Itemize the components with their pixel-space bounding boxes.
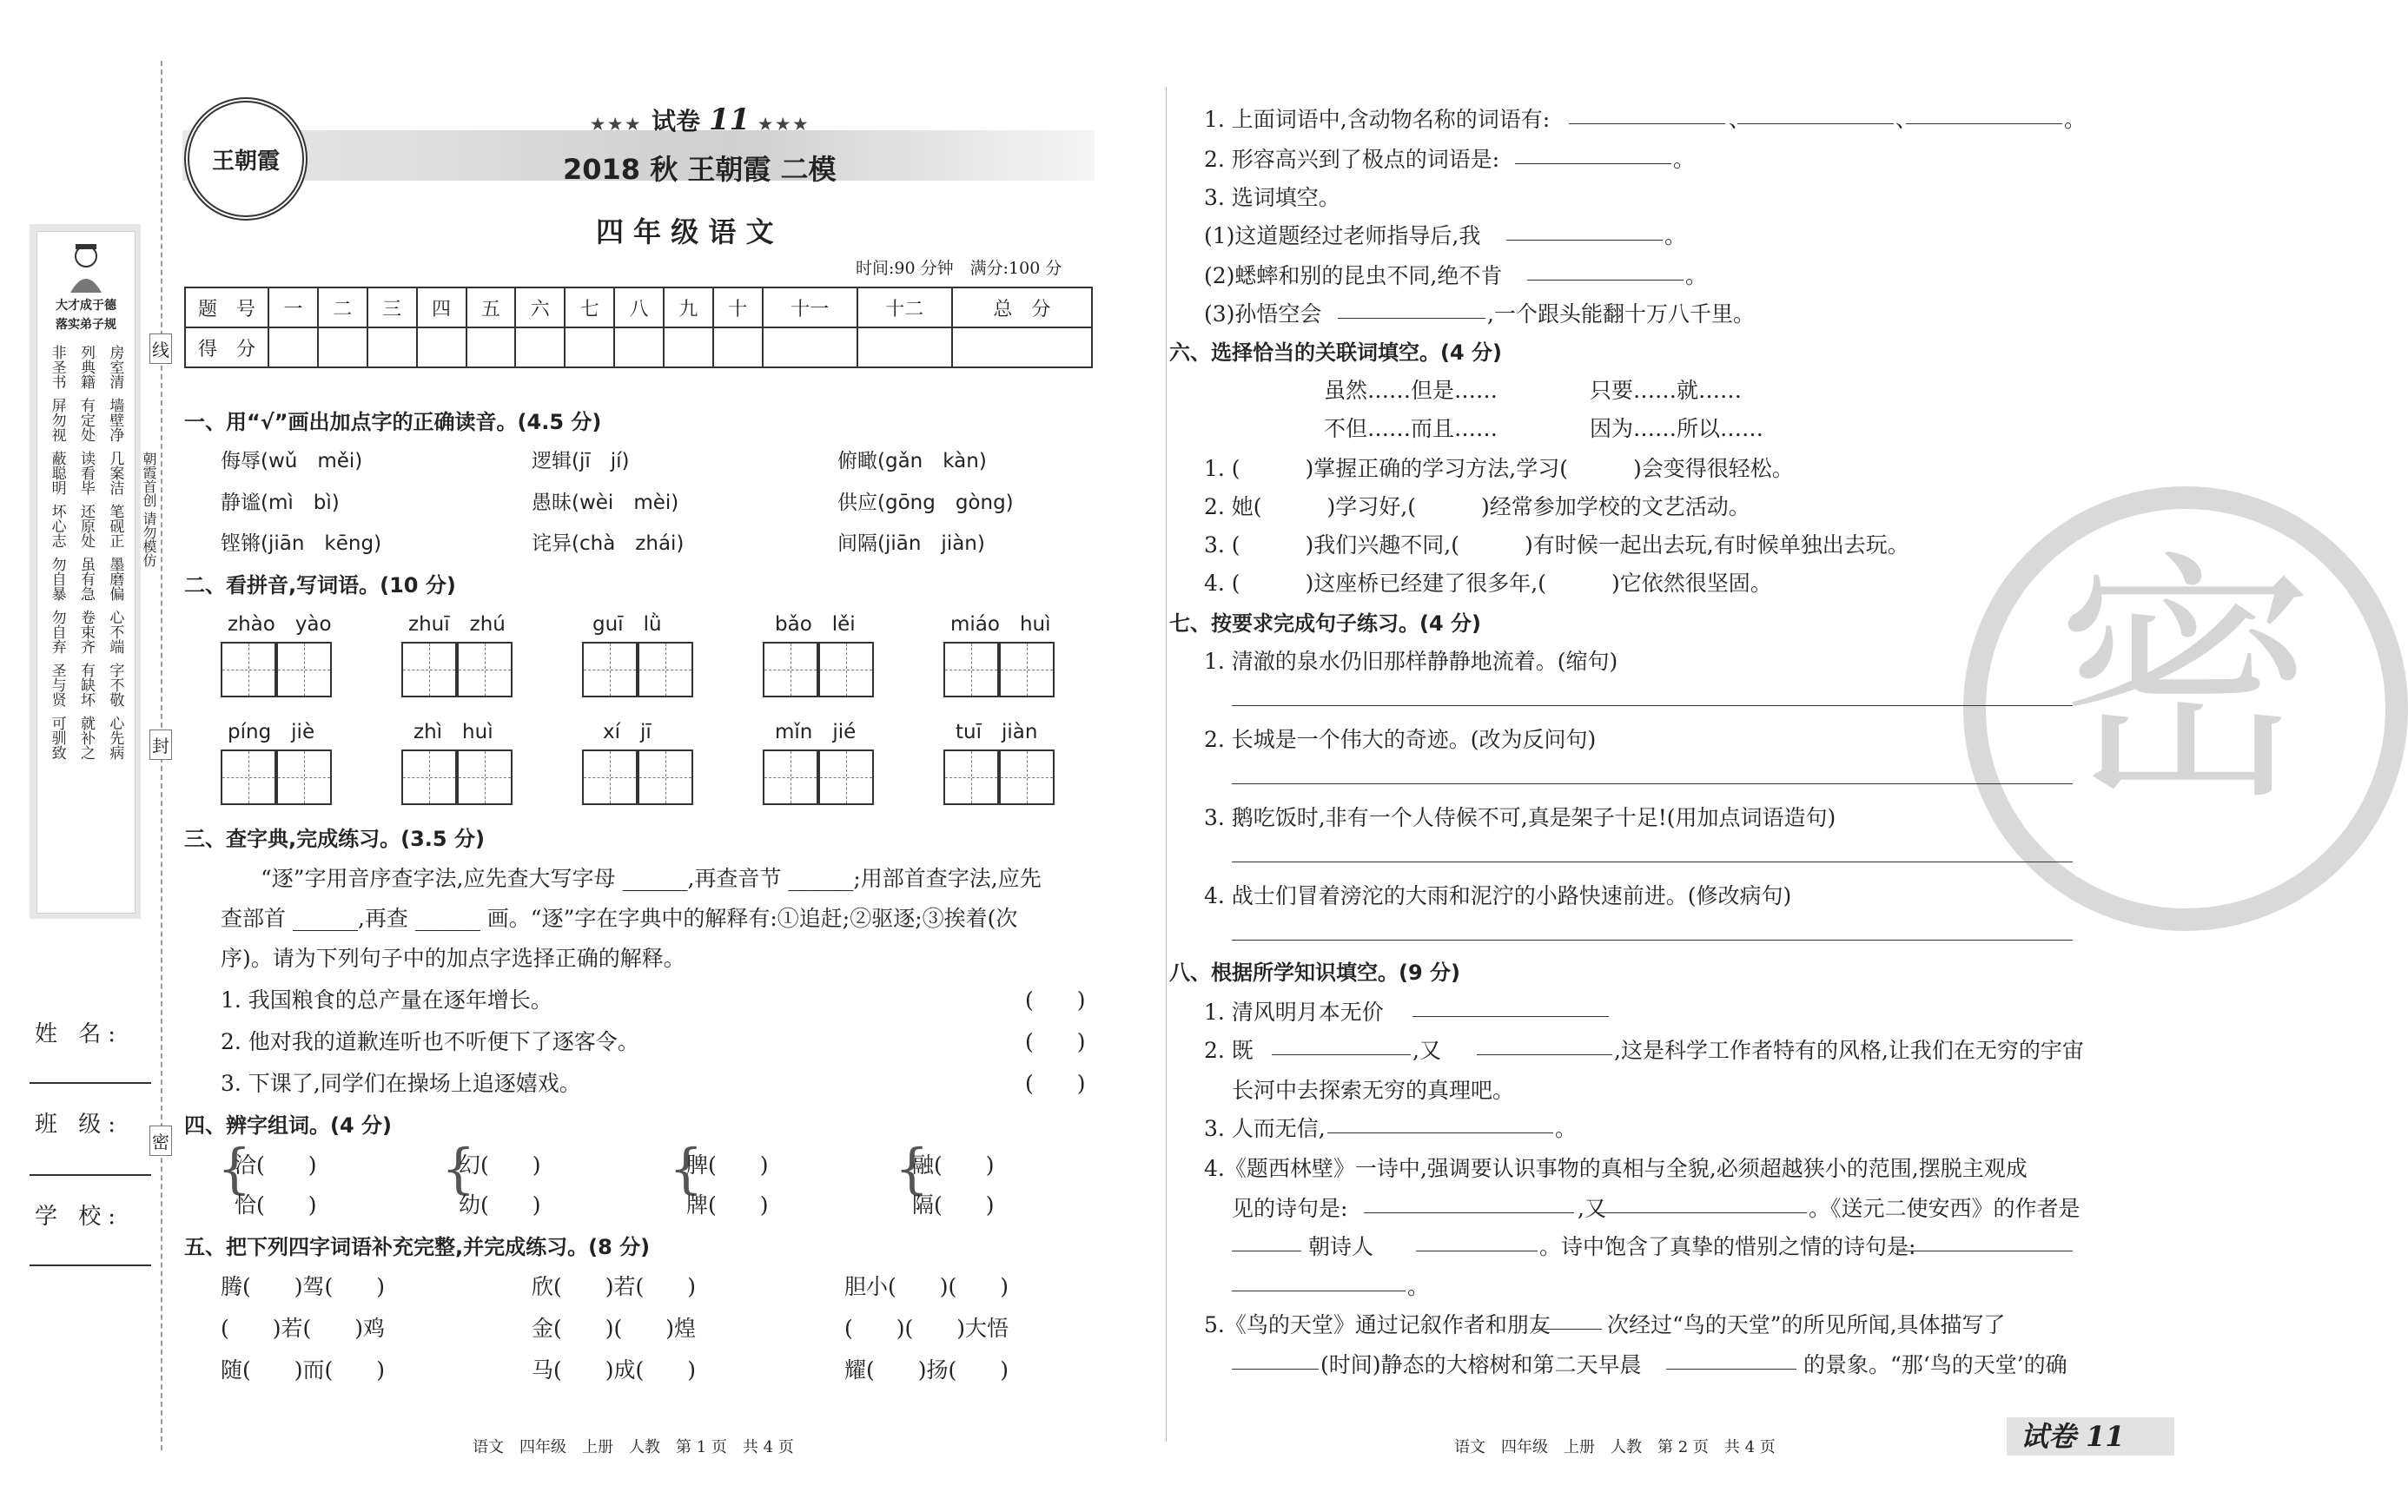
- comma: 、: [1729, 107, 1751, 132]
- q5-2: 2. 形容高兴到了极点的词语是:: [1204, 147, 1500, 172]
- q5-3-3b: ,一个跟头能翻十万八千里。: [1487, 301, 1755, 327]
- name-field[interactable]: [30, 1082, 151, 1084]
- motto-col: 字不敬: [106, 663, 124, 707]
- watermark-seal: 密: [1963, 486, 2408, 931]
- answer-line[interactable]: [1515, 163, 1671, 164]
- subject-title: 四 年 级 语 文: [596, 215, 774, 248]
- page1-footer: 语文 四年级 上册 人教 第 1 页 共 4 页: [473, 1438, 794, 1456]
- conj-item[interactable]: 2. 她( )学习好,( )经常参加学校的文艺活动。: [1204, 494, 1750, 519]
- word-pinyin: guī lǜ: [592, 613, 662, 636]
- motto-col: 心先病: [106, 716, 124, 760]
- motto-col: 屏勿视: [48, 398, 66, 442]
- answer-line[interactable]: [1598, 1212, 1807, 1213]
- write-box[interactable]: [221, 749, 276, 805]
- idiom-blank[interactable]: 胆小( )( ): [844, 1274, 1009, 1299]
- score-cell[interactable]: [268, 327, 318, 367]
- answer-line[interactable]: [1506, 240, 1663, 241]
- idiom-blank[interactable]: ( )( )大悟: [844, 1316, 1009, 1341]
- sentence-task: 3. 鹅吃饭时,非有一个人侍候不可,真是架子十足!(用加点词语造句): [1204, 805, 1836, 830]
- idiom-blank[interactable]: 腾( )驾( ): [221, 1274, 386, 1299]
- fill-q4e: 。诗中饱含了真挚的惜别之情的诗句是:: [1539, 1234, 1916, 1259]
- score-cell[interactable]: [614, 327, 664, 367]
- comma: 、: [1895, 107, 1918, 132]
- answer-line[interactable]: [1338, 318, 1485, 319]
- fill-q1: 1. 清风明月本无价: [1204, 1000, 1384, 1025]
- section5-title: 五、把下列四字词语补充完整,并完成练习。(8 分): [184, 1235, 651, 1259]
- write-box[interactable]: [582, 642, 638, 697]
- idiom-blank[interactable]: 金( )( )煌: [532, 1316, 697, 1341]
- logo-text: 王朝霞: [211, 148, 280, 175]
- write-box[interactable]: [818, 642, 874, 697]
- motto-title-1: 大才成于德: [56, 299, 116, 313]
- answer-line[interactable]: [1906, 123, 2062, 124]
- section3-item: 3. 下课了,同学们在操场上追逐嬉戏。: [221, 1071, 581, 1096]
- exam-title: 2018 秋 王朝霞 二模: [563, 153, 837, 186]
- word-grid-5: [943, 608, 1055, 697]
- score-cell[interactable]: [565, 327, 614, 367]
- section3-para: “逐”字用音序查字法,应先查大写字母 ______,再查音节 ______;用部首查字法,应先: [261, 866, 1042, 891]
- score-col: 六: [515, 287, 565, 327]
- answer-line[interactable]: [1477, 1054, 1612, 1055]
- section3-para: 序)。请为下列句子中的加点字选择正确的解释。: [221, 946, 685, 971]
- pinyin-choice[interactable]: 铿锵(jiān kēng): [221, 532, 382, 555]
- idiom-blank[interactable]: ( )若( )鸡: [221, 1316, 386, 1341]
- conj-option: 只要……就……: [1590, 378, 1743, 403]
- score-table: [184, 287, 1093, 368]
- write-box[interactable]: [763, 642, 818, 697]
- section7-title: 七、按要求完成句子练习。(4 分): [1169, 611, 1481, 636]
- score-cell[interactable]: [763, 327, 857, 367]
- section3-item: 1. 我国粮食的总产量在逐年增长。: [221, 987, 552, 1013]
- pinyin-choice[interactable]: 侮辱(wǔ měi): [221, 450, 363, 472]
- score-cell[interactable]: [318, 327, 367, 367]
- motto-col: 笔砚正: [106, 504, 124, 548]
- motto-col: 卷束齐: [76, 610, 95, 654]
- motto-col: 还原处: [76, 504, 95, 548]
- word-pair-item[interactable]: 隔( ): [912, 1192, 995, 1218]
- fill-q4a: 4.《题西林壁》一诗中,强调要认识事物的真相与全貌,必须超越狭小的范围,摆脱主观成: [1204, 1156, 2028, 1181]
- write-box[interactable]: [276, 749, 332, 805]
- score-col: 十二: [857, 287, 952, 327]
- scholar-figure: [60, 241, 112, 294]
- word-pinyin: zhuī zhú: [408, 613, 506, 636]
- period: 。: [1685, 263, 1708, 288]
- brace: {: [895, 1137, 929, 1200]
- score-col: 二: [318, 287, 367, 327]
- motto-title-2: 落实弟子规: [56, 318, 116, 332]
- section3-title: 三、查字典,完成练习。(3.5 分): [184, 827, 485, 851]
- word-pinyin: bǎo lěi: [775, 613, 856, 636]
- word-pinyin: píng jiè: [228, 721, 315, 743]
- conj-item[interactable]: 3. ( )我们兴趣不同,( )有时候一起出去玩,有时候单独出去玩。: [1204, 532, 1909, 558]
- brace: {: [669, 1137, 704, 1200]
- fill-q2b: ,又: [1412, 1038, 1441, 1063]
- page-divider: [1166, 87, 1167, 1442]
- section3-item: 2. 他对我的道歉连听也不听便下了逐客令。: [221, 1029, 639, 1054]
- fold-mark-xian: 线: [149, 333, 172, 364]
- paper-number-value: 11: [708, 102, 751, 137]
- brace: {: [217, 1137, 252, 1200]
- word-grid-2: [401, 608, 513, 697]
- conj-item[interactable]: 1. ( )掌握正确的学习方法,学习( )会变得很轻松。: [1204, 456, 1794, 481]
- name-label: 姓 名:: [35, 1021, 123, 1047]
- q5-3-2: (2)蟋蟀和别的昆虫不同,绝不肯: [1204, 263, 1503, 288]
- write-box[interactable]: [221, 642, 276, 697]
- answer-line[interactable]: [1232, 705, 2073, 706]
- fold-mark-mi: 密: [149, 1126, 172, 1156]
- answer-line[interactable]: [1232, 940, 2073, 941]
- answer-line[interactable]: [1364, 1212, 1574, 1213]
- fold-note: 朝霞首创 请勿模仿: [141, 452, 157, 568]
- word-pinyin: miáo huì: [950, 613, 1051, 636]
- period: 。: [1407, 1274, 1430, 1299]
- motto-col: 读看毕: [76, 451, 95, 495]
- answer-line[interactable]: [1272, 1054, 1411, 1055]
- write-box[interactable]: [457, 642, 513, 697]
- time-info: 时间:90 分钟 满分:100 分: [856, 259, 1062, 278]
- word-pair-item[interactable]: 洽( ): [235, 1152, 317, 1178]
- motto-col: 房室清: [106, 345, 124, 389]
- fill-q4b: 见的诗句是:: [1232, 1196, 1348, 1221]
- pinyin-choice[interactable]: 逻辑(jī jí): [532, 450, 630, 472]
- class-label: 班 级:: [35, 1112, 123, 1138]
- fill-q3: 3. 人而无信,: [1204, 1116, 1326, 1141]
- brand-logo: [184, 97, 308, 221]
- word-grid-7: [401, 716, 513, 805]
- conj-option: 不但……而且……: [1324, 416, 1498, 441]
- score-col: 十一: [763, 287, 857, 327]
- write-box[interactable]: [818, 749, 874, 805]
- motto-col: 心不端: [106, 610, 124, 654]
- fill-q5d: 的景象。“那‘鸟的天堂’的确: [1803, 1352, 2067, 1377]
- score-col: 九: [664, 287, 713, 327]
- q5-1: 1. 上面词语中,含动物名称的词语有:: [1204, 107, 1551, 132]
- fill-q2d: 长河中去探索无穷的真理吧。: [1232, 1078, 1515, 1103]
- score-col: 五: [466, 287, 516, 327]
- score-cell[interactable]: [857, 327, 952, 367]
- motto-col: 勿自暴: [48, 557, 66, 601]
- write-box[interactable]: [638, 642, 693, 697]
- word-pair-item[interactable]: 融( ): [912, 1152, 995, 1178]
- motto-col: 有缺坏: [76, 663, 95, 707]
- motto-col: 蔽聪明: [48, 451, 66, 495]
- word-pair-item[interactable]: 脾( ): [686, 1152, 769, 1178]
- motto-col: 圣与贤: [48, 663, 66, 707]
- sentence-task: 2. 长城是一个伟大的奇迹。(改为反问句): [1204, 727, 1597, 752]
- answer-line[interactable]: [1232, 783, 2073, 784]
- word-pinyin: tuī jiàn: [956, 721, 1038, 743]
- motto-col: 勿自弃: [48, 610, 66, 654]
- write-box[interactable]: [276, 642, 332, 697]
- fill-q5c: (时间)静态的大榕树和第二天早晨: [1320, 1352, 1642, 1377]
- idiom-blank[interactable]: 耀( )扬( ): [844, 1357, 1009, 1383]
- word-pinyin: mǐn jié: [775, 721, 857, 743]
- paper-label: 试卷: [652, 107, 701, 135]
- word-grid-9: [763, 716, 874, 805]
- motto-col: 墙壁净: [106, 398, 124, 442]
- section1-title: 一、用“√”画出加点字的正确读音。(4.5 分): [184, 410, 602, 434]
- motto-col: 可驯致: [48, 716, 66, 760]
- comma: ,又: [1578, 1196, 1606, 1221]
- score-cell[interactable]: [515, 327, 565, 367]
- score-cell[interactable]: [367, 327, 417, 367]
- write-box[interactable]: [401, 642, 457, 697]
- answer-paren[interactable]: ( ): [1025, 1071, 1086, 1096]
- word-grid-8: [582, 716, 693, 805]
- write-box[interactable]: [999, 749, 1055, 805]
- motto-col: 就补之: [76, 716, 95, 760]
- write-box[interactable]: [943, 642, 999, 697]
- idiom-blank[interactable]: 马( )成( ): [532, 1357, 697, 1383]
- pinyin-choice[interactable]: 供应(gōng gòng): [837, 492, 1014, 514]
- write-box[interactable]: [638, 749, 693, 805]
- period: 。: [2064, 107, 2087, 132]
- word-grid-10: [943, 716, 1055, 805]
- score-cell[interactable]: [952, 327, 1092, 367]
- fill-q4d: 朝诗人: [1308, 1234, 1374, 1259]
- period: 。: [1673, 147, 1696, 172]
- fill-q2a: 2. 既: [1204, 1038, 1254, 1063]
- word-pair-item[interactable]: 幻( ): [459, 1152, 541, 1178]
- answer-line[interactable]: [1232, 1369, 1319, 1370]
- word-grid-3: [582, 608, 693, 697]
- score-cell[interactable]: [664, 327, 713, 367]
- word-pinyin: zhào yào: [228, 613, 332, 636]
- pinyin-choice[interactable]: 间隔(jiān jiàn): [837, 532, 985, 555]
- motto-col: 列典籍: [76, 345, 95, 389]
- write-box[interactable]: [401, 749, 457, 805]
- answer-line[interactable]: [1532, 1329, 1602, 1330]
- word-pinyin: zhì huì: [413, 721, 493, 743]
- paper-number: [591, 102, 810, 137]
- pinyin-choice[interactable]: 静谧(mì bì): [221, 492, 340, 514]
- sentence-task: 4. 战士们冒着滂沱的大雨和泥泞的小路快速前进。(修改病句): [1204, 883, 1792, 908]
- pinyin-choice[interactable]: 诧异(chà zhái): [532, 532, 685, 555]
- motto-col: 几案洁: [106, 451, 124, 495]
- score-col: 一: [268, 287, 318, 327]
- motto-col: 坏心志: [48, 504, 66, 548]
- score-cell[interactable]: [466, 327, 516, 367]
- score-row-label: 得 分: [185, 327, 268, 367]
- fill-q4c: 。《送元二使安西》的作者是: [1809, 1196, 2081, 1221]
- answer-paren[interactable]: ( ): [1025, 1029, 1086, 1054]
- page2-footer: 语文 四年级 上册 人教 第 2 页 共 4 页: [1454, 1438, 1776, 1456]
- score-col: 七: [565, 287, 614, 327]
- motto-col: 非圣书: [48, 345, 66, 389]
- conj-option: 因为……所以……: [1590, 416, 1764, 441]
- answer-line[interactable]: [1327, 1132, 1553, 1133]
- conj-item[interactable]: 4. ( )这座桥已经建了很多年,( )它依然很坚固。: [1204, 571, 1772, 596]
- word-pair-item[interactable]: 幼( ): [459, 1192, 541, 1218]
- score-col: 三: [367, 287, 417, 327]
- score-col: 八: [614, 287, 664, 327]
- q5-3-3a: (3)孙悟空会: [1204, 301, 1322, 327]
- section6-title: 六、选择恰当的关联词填空。(4 分): [1169, 340, 1502, 365]
- school-label: 学 校:: [35, 1204, 123, 1230]
- answer-line[interactable]: [1666, 1369, 1796, 1370]
- section8-title: 八、根据所学知识填空。(9 分): [1169, 961, 1460, 985]
- fill-q5b: 次经过“鸟的天堂”的所见所闻,具体描写了: [1607, 1312, 2006, 1337]
- q5-3-1: (1)这道题经过老师指导后,我: [1204, 223, 1481, 248]
- word-pinyin: xí jī: [603, 721, 652, 743]
- word-pair-item[interactable]: 恰( ): [235, 1192, 317, 1218]
- school-field[interactable]: [30, 1264, 151, 1266]
- word-grid-1: [221, 608, 332, 697]
- q5-3: 3. 选词填空。: [1204, 185, 1340, 210]
- period: 。: [1664, 223, 1687, 248]
- motto-col: 墨磨偏: [106, 557, 124, 601]
- score-row-label: 题 号: [185, 287, 268, 327]
- period: 。: [1555, 1116, 1578, 1141]
- answer-line[interactable]: [1569, 123, 1725, 124]
- word-grid-4: [763, 608, 874, 697]
- paper-tag: 试卷 11: [2007, 1417, 2174, 1456]
- word-grid-6: [221, 716, 332, 805]
- motto-col: 虽有急: [76, 557, 95, 601]
- class-field[interactable]: [30, 1174, 151, 1176]
- pinyin-choice[interactable]: 俯瞰(gǎn kàn): [837, 450, 987, 472]
- answer-line[interactable]: [1527, 280, 1684, 281]
- motto-col: 有定处: [76, 398, 95, 442]
- answer-line[interactable]: [1412, 1016, 1609, 1017]
- write-box[interactable]: [943, 749, 999, 805]
- answer-paren[interactable]: ( ): [1025, 987, 1086, 1013]
- sentence-task: 1. 清澈的泉水仍旧那样静静地流着。(缩句): [1204, 649, 1618, 674]
- write-box[interactable]: [763, 749, 818, 805]
- stars-left: ★★★: [591, 116, 644, 134]
- idiom-blank[interactable]: 欣( )若( ): [532, 1274, 697, 1299]
- section2-title: 二、看拼音,写词语。(10 分): [184, 573, 456, 598]
- fold-mark-feng: 封: [149, 730, 172, 760]
- idiom-blank[interactable]: 随( )而( ): [221, 1357, 386, 1383]
- answer-line[interactable]: [1737, 123, 1894, 124]
- motto-text: [43, 345, 129, 760]
- word-pair-item[interactable]: 牌( ): [686, 1192, 769, 1218]
- score-col: 四: [417, 287, 466, 327]
- fill-q2c: ,这是科学工作者特有的风格,让我们在无穷的宇宙: [1614, 1038, 2084, 1063]
- write-box[interactable]: [999, 642, 1055, 697]
- score-col: 十: [713, 287, 763, 327]
- section4-title: 四、辨字组词。(4 分): [184, 1113, 392, 1138]
- score-cell[interactable]: [417, 327, 466, 367]
- section3-para: 查部首 ______,再查 ______ 画。“逐”字在字典中的解释有:①追赶;②驱逐;③挨着(次: [221, 906, 1018, 931]
- write-box[interactable]: [582, 749, 638, 805]
- motto-panel: [30, 224, 141, 919]
- stars-right: ★★★: [758, 116, 811, 134]
- score-cell[interactable]: [713, 327, 763, 367]
- conj-option: 虽然……但是……: [1324, 378, 1498, 403]
- pinyin-choice[interactable]: 愚昧(wèi mèi): [532, 492, 679, 514]
- write-box[interactable]: [457, 749, 513, 805]
- score-col: 总 分: [952, 287, 1092, 327]
- brace: {: [441, 1137, 476, 1200]
- fill-q5a: 5.《鸟的天堂》通过记叙作者和朋友: [1204, 1312, 1551, 1337]
